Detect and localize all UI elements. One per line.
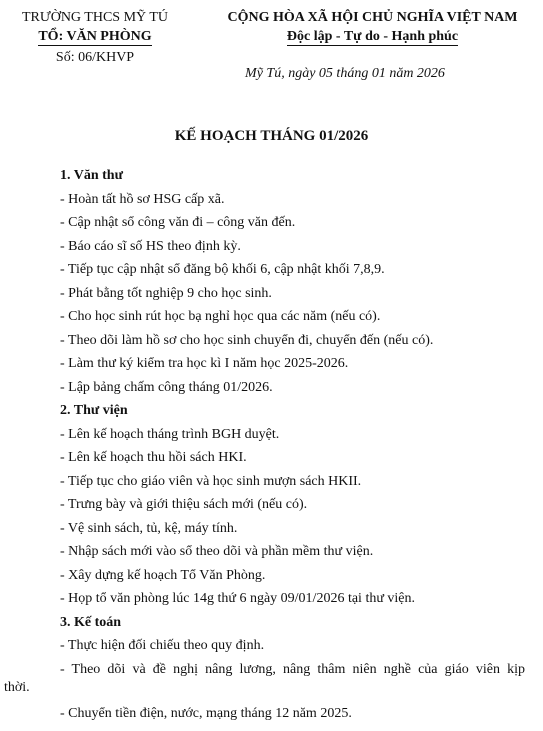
school-name: TRƯỜNG THCS MỸ TÚ bbox=[21, 10, 169, 25]
list-item: - Tiếp tục cho giáo viên và học sinh mượn sách HKII. bbox=[60, 473, 362, 489]
list-item: - Phát bằng tốt nghiệp 9 cho học sinh. bbox=[60, 285, 272, 301]
list-item: - Làm thư ký kiểm tra học kì I năm học 2025-2026. bbox=[60, 356, 349, 371]
issuer-block bbox=[10, 8, 180, 67]
document-number: Số: 06/KHVP bbox=[55, 50, 135, 65]
list-item: - Trưng bày và giới thiệu sách mới (nếu có). bbox=[60, 497, 308, 512]
list-item: - Chuyển tiền điện, nước, mạng tháng 12 năm 2025. bbox=[60, 705, 352, 721]
section-heading-van-thu: 1. Văn thư bbox=[60, 168, 123, 183]
list-item-wrapped bbox=[4, 658, 525, 702]
list-item: - Thực hiện đối chiếu theo quy định. bbox=[60, 638, 265, 653]
department-name: TỔ: VĂN PHÒNG bbox=[38, 29, 152, 44]
list-item: - Báo cáo sĩ số HS theo định kỳ. bbox=[60, 238, 241, 254]
wrapped-item-first-line: - Theo dõi và đề nghị nâng lương, nâng thâm niên nghề của giáo viên kịp bbox=[60, 661, 525, 677]
list-item: - Xây dựng kế hoạch Tổ Văn Phòng. bbox=[60, 567, 266, 583]
list-item: - Họp tổ văn phòng lúc 14g thứ 6 ngày 09/01/2026 tại thư viện. bbox=[60, 591, 416, 606]
list-item: - Vệ sinh sách, tủ, kệ, máy tính. bbox=[60, 520, 238, 536]
list-item: - Lên kế hoạch tháng trình BGH duyệt. bbox=[60, 426, 280, 442]
list-item: - Cập nhật sổ công văn đi – công văn đến. bbox=[60, 215, 296, 230]
list-item: - Lên kế hoạch thu hồi sách HKI. bbox=[60, 450, 247, 465]
document-title: KẾ HOẠCH THÁNG 01/2026 bbox=[174, 128, 369, 144]
place-date: Mỹ Tú, ngày 05 tháng 01 năm 2026 bbox=[245, 66, 445, 81]
national-motto: Độc lập - Tự do - Hạnh phúc bbox=[286, 29, 459, 44]
list-item: - Lập bảng chấm công tháng 01/2026. bbox=[60, 379, 273, 395]
list-item: - Nhập sách mới vào sổ theo dõi và phần mềm thư viện. bbox=[60, 544, 374, 559]
list-item: - Theo dõi làm hồ sơ cho học sinh chuyển đi, chuyển đến (nếu có). bbox=[60, 332, 434, 348]
list-item: - Cho học sinh rút học bạ nghỉ học qua các năm (nếu có). bbox=[60, 309, 381, 324]
section-heading-ke-toan: 3. Kế toán bbox=[60, 614, 122, 630]
wrapped-item-continuation: thời. bbox=[4, 679, 30, 695]
section-heading-thu-vien: 2. Thư viện bbox=[60, 403, 128, 418]
document-body bbox=[4, 164, 525, 725]
list-item: - Hoàn tất hồ sơ HSG cấp xã. bbox=[60, 191, 225, 207]
list-item: - Tiếp tục cập nhật sổ đăng bộ khối 6, cập nhật khối 7,8,9. bbox=[60, 262, 385, 277]
national-header bbox=[210, 8, 535, 46]
nation-name: CỘNG HÒA XÃ HỘI CHỦ NGHĨA VIỆT NAM bbox=[227, 10, 518, 25]
